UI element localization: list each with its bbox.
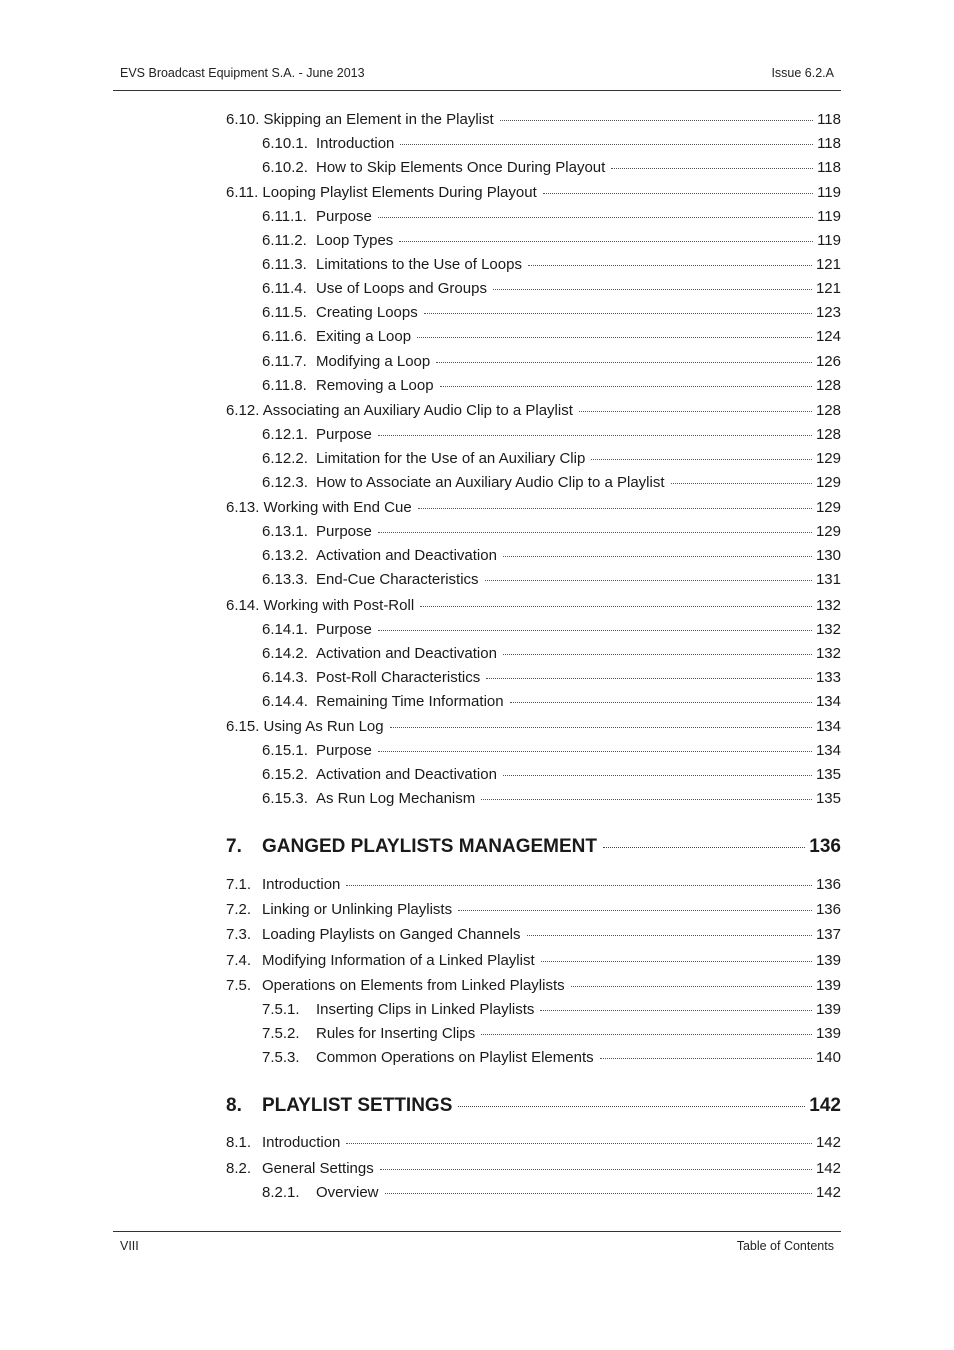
- toc-entry-title: Purpose: [316, 426, 372, 443]
- toc-entry-number: 7.2.: [226, 901, 252, 918]
- leader-dots: [527, 935, 812, 936]
- toc-chapter-title: PLAYLIST SETTINGS: [262, 1095, 453, 1116]
- toc-entry-title: Activation and Deactivation: [316, 645, 497, 662]
- toc-entry[interactable]: [262, 644, 841, 664]
- toc-entry-number: 7.5.2.: [262, 1025, 300, 1042]
- leader-dots: [543, 193, 813, 194]
- toc-entry-number: 6.13.3.: [262, 571, 308, 588]
- leader-dots: [600, 1058, 812, 1059]
- leader-dots: [510, 702, 812, 703]
- toc-entry[interactable]: [226, 875, 841, 895]
- toc-entry-page: 142: [815, 1184, 841, 1201]
- leader-dots: [571, 986, 812, 987]
- toc-entry-page: 136: [815, 901, 841, 918]
- toc-entry-title: Overview: [316, 1184, 379, 1201]
- toc-entry[interactable]: [226, 976, 841, 996]
- toc-entry-page: 132: [815, 621, 841, 638]
- toc-entry[interactable]: [226, 1133, 841, 1153]
- toc-entry[interactable]: [262, 570, 841, 590]
- toc-entry-number: 6.14.: [226, 597, 260, 614]
- footer-section: Table of Contents: [736, 1239, 834, 1253]
- toc-entry-title: Post-Roll Characteristics: [316, 669, 481, 686]
- leader-dots: [378, 435, 812, 436]
- leader-dots: [440, 386, 812, 387]
- toc-entry-number: 6.14.1.: [262, 621, 308, 638]
- toc-entry[interactable]: [262, 522, 841, 542]
- toc-entry-number: 6.15.1.: [262, 742, 308, 759]
- toc-entry-number: 6.11.1.: [262, 208, 307, 225]
- leader-dots: [591, 459, 812, 460]
- toc-entry-title: Use of Loops and Groups: [316, 280, 487, 297]
- toc-entry-number: 6.11.2.: [262, 232, 307, 249]
- toc-entry-number: 6.10.: [226, 111, 260, 128]
- toc-entry-title: Linking or Unlinking Playlists: [262, 901, 453, 918]
- toc-entry-page: 123: [815, 304, 841, 321]
- toc-entry-title: Creating Loops: [316, 304, 418, 321]
- toc-entry[interactable]: [226, 951, 841, 971]
- toc-entry-number: 6.13.1.: [262, 523, 308, 540]
- toc-entry[interactable]: [226, 717, 841, 737]
- toc-entry-page: 139: [815, 977, 841, 994]
- toc-entry[interactable]: [262, 449, 841, 469]
- toc-entry-title: 6.13. Working with End Cue: [226, 499, 412, 516]
- toc-entry-page: 137: [815, 926, 841, 943]
- toc-chapter-title: GANGED PLAYLISTS MANAGEMENT: [262, 836, 597, 857]
- toc-entry-title: Introduction: [316, 135, 395, 152]
- leader-dots: [424, 313, 812, 314]
- toc-entry-number: 6.11.8.: [262, 377, 307, 394]
- toc-entry-number: 6.13.: [226, 499, 260, 516]
- leader-dots: [503, 556, 812, 557]
- leader-dots: [417, 337, 812, 338]
- toc-entry-page: 118: [817, 135, 841, 152]
- toc-entry-title: Operations on Elements from Linked Playlists: [262, 977, 565, 994]
- toc-entry-page: 119: [817, 208, 841, 225]
- toc-entry-title: Modifying a Loop: [316, 353, 431, 370]
- leader-dots: [378, 532, 812, 533]
- toc-entry[interactable]: [262, 352, 841, 372]
- toc-entry-title: Common Operations on Playlist Elements: [316, 1049, 594, 1066]
- toc-entry-number: 7.5.3.: [262, 1049, 300, 1066]
- leader-dots: [528, 265, 812, 266]
- toc-entry-title: End-Cue Characteristics: [316, 571, 479, 588]
- toc-entry-page: 135: [815, 790, 841, 807]
- toc-entry-title: 6.10. Skipping an Element in the Playlist: [226, 111, 494, 128]
- toc-entry-number: 6.11.: [226, 184, 259, 201]
- toc-entry-page: 135: [815, 766, 841, 783]
- toc-chapter-number: 8.: [226, 1095, 242, 1116]
- toc-entry-title: Introduction: [262, 876, 341, 893]
- toc-entry-page: 129: [815, 474, 841, 491]
- toc-entry-number: 7.3.: [226, 926, 252, 943]
- toc-entry-title: Removing a Loop: [316, 377, 434, 394]
- leader-dots: [458, 1106, 805, 1107]
- toc-entry-title: Purpose: [316, 742, 372, 759]
- toc-entry[interactable]: [262, 765, 841, 785]
- toc-chapter-page: 142: [809, 1095, 841, 1116]
- toc-entry-page: 131: [815, 571, 841, 588]
- leader-dots: [503, 775, 812, 776]
- toc-entry-number: 6.15.3.: [262, 790, 308, 807]
- toc-entry-page: 139: [815, 952, 841, 969]
- toc-entry-page: 128: [815, 377, 841, 394]
- leader-dots: [671, 483, 812, 484]
- toc-entry-number: 6.14.3.: [262, 669, 308, 686]
- toc-entry-number: 6.10.1.: [262, 135, 308, 152]
- toc-entry[interactable]: [226, 498, 841, 518]
- toc-entry-page: 128: [815, 426, 841, 443]
- toc-chapter-number: 7.: [226, 836, 242, 857]
- toc-entry-page: 118: [817, 111, 841, 128]
- toc-entry-title: How to Associate an Auxiliary Audio Clip to a Playlist: [316, 474, 665, 491]
- toc-entry-page: 134: [815, 718, 841, 735]
- toc-entry-page: 132: [815, 597, 841, 614]
- toc-entry[interactable]: [262, 425, 841, 445]
- toc-entry-page: 140: [815, 1049, 841, 1066]
- leader-dots: [485, 580, 812, 581]
- toc-entry-title: As Run Log Mechanism: [316, 790, 476, 807]
- leader-dots: [493, 289, 812, 290]
- toc-entry-title: Limitation for the Use of an Auxiliary Clip: [316, 450, 586, 467]
- toc-entry-number: 6.12.2.: [262, 450, 308, 467]
- toc-entry-page: 121: [815, 256, 841, 273]
- leader-dots: [378, 217, 813, 218]
- toc-entry[interactable]: [226, 401, 841, 421]
- toc-entry-number: 6.12.: [226, 402, 260, 419]
- toc-entry[interactable]: [262, 1048, 841, 1068]
- toc-entry-title: Exiting a Loop: [316, 328, 412, 345]
- leader-dots: [540, 1010, 812, 1011]
- toc-entry-number: 7.1.: [226, 876, 252, 893]
- leader-dots: [346, 1143, 812, 1144]
- toc-entry-title: 6.11. Looping Playlist Elements During Playout: [226, 184, 537, 201]
- toc-entry-title: Activation and Deactivation: [316, 547, 497, 564]
- toc-entry[interactable]: [262, 1183, 841, 1203]
- toc-entry-number: 6.12.3.: [262, 474, 308, 491]
- leader-dots: [378, 751, 812, 752]
- toc-entry-page: 142: [815, 1160, 841, 1177]
- leader-dots: [346, 885, 812, 886]
- toc-entry-title: 6.12. Associating an Auxiliary Audio Clip to a Playlist: [226, 402, 573, 419]
- toc-entry-page: 133: [815, 669, 841, 686]
- toc-entry-page: 119: [817, 184, 841, 201]
- toc-entry-number: 6.14.4.: [262, 693, 308, 710]
- toc-entry[interactable]: [262, 473, 841, 493]
- toc-chapter-page: 136: [809, 836, 841, 857]
- page-footer: [113, 1231, 841, 1253]
- toc-entry-number: 7.4.: [226, 952, 252, 969]
- toc-entry-number: 6.11.4.: [262, 280, 307, 297]
- toc-entry-number: 8.1.: [226, 1134, 252, 1151]
- toc-entry-title: Purpose: [316, 621, 372, 638]
- toc-entry[interactable]: [262, 303, 841, 323]
- toc-entry-number: 6.10.2.: [262, 159, 308, 176]
- toc-entry-title: Inserting Clips in Linked Playlists: [316, 1001, 535, 1018]
- toc-entry-page: 129: [815, 523, 841, 540]
- toc-entry-page: 129: [815, 450, 841, 467]
- toc-entry[interactable]: [262, 207, 841, 227]
- leader-dots: [503, 654, 812, 655]
- toc-entry[interactable]: [262, 158, 841, 178]
- toc-entry-page: 124: [815, 328, 841, 345]
- toc-entry-title: Loop Types: [316, 232, 394, 249]
- toc-entry-page: 130: [815, 547, 841, 564]
- leader-dots: [603, 847, 805, 848]
- toc-entry-number: 6.11.6.: [262, 328, 307, 345]
- toc-entry-page: 128: [815, 402, 841, 419]
- toc-entry[interactable]: [262, 692, 841, 712]
- toc-entry-title: 6.14. Working with Post-Roll: [226, 597, 415, 614]
- toc-entry-title: Modifying Information of a Linked Playlist: [262, 952, 535, 969]
- toc-entry[interactable]: [262, 255, 841, 275]
- toc-entry[interactable]: [262, 789, 841, 809]
- toc-entry-page: 119: [817, 232, 841, 249]
- leader-dots: [400, 144, 813, 145]
- leader-dots: [611, 168, 813, 169]
- toc-entry-page: 134: [815, 742, 841, 759]
- toc-entry[interactable]: [262, 668, 841, 688]
- leader-dots: [500, 120, 813, 121]
- leader-dots: [385, 1193, 812, 1194]
- toc-entry[interactable]: [226, 1159, 841, 1179]
- toc-entry-title: Loading Playlists on Ganged Channels: [262, 926, 521, 943]
- toc-entry[interactable]: [262, 620, 841, 640]
- header-publisher: EVS Broadcast Equipment S.A. - June 2013: [120, 66, 365, 80]
- leader-dots: [390, 727, 812, 728]
- toc-entry[interactable]: [262, 134, 841, 154]
- toc-entry-number: 8.2.1.: [262, 1184, 300, 1201]
- header-issue: Issue 6.2.A: [771, 66, 834, 80]
- toc-entry-page: 136: [815, 876, 841, 893]
- toc-entry-title: Remaining Time Information: [316, 693, 504, 710]
- leader-dots: [481, 1034, 812, 1035]
- toc-entry-page: 142: [815, 1134, 841, 1151]
- toc-entry-number: 6.12.1.: [262, 426, 308, 443]
- toc-entry[interactable]: [226, 925, 841, 945]
- toc-entry-number: 7.5.: [226, 977, 252, 994]
- leader-dots: [418, 508, 812, 509]
- toc-entry-page: 126: [815, 353, 841, 370]
- toc-entry[interactable]: [226, 183, 841, 203]
- leader-dots: [399, 241, 813, 242]
- toc-entry-number: 8.2.: [226, 1160, 252, 1177]
- leader-dots: [380, 1169, 812, 1170]
- toc-entry-title: Activation and Deactivation: [316, 766, 497, 783]
- toc-entry-page: 129: [815, 499, 841, 516]
- toc-entry-page: 121: [815, 280, 841, 297]
- toc-entry-number: 6.14.2.: [262, 645, 308, 662]
- toc-entry[interactable]: [262, 231, 841, 251]
- toc-entry[interactable]: [262, 546, 841, 566]
- toc-chapter[interactable]: [226, 1095, 841, 1121]
- toc-entry-title: Purpose: [316, 523, 372, 540]
- toc-entry[interactable]: [262, 279, 841, 299]
- toc-entry-title: General Settings: [262, 1160, 374, 1177]
- toc-entry-title: How to Skip Elements Once During Playout: [316, 159, 606, 176]
- toc-entry-title: Purpose: [316, 208, 372, 225]
- toc-entry-page: 118: [817, 159, 841, 176]
- leader-dots: [579, 411, 812, 412]
- toc-entry[interactable]: [226, 900, 841, 920]
- toc-entry-title: Introduction: [262, 1134, 341, 1151]
- leader-dots: [481, 799, 812, 800]
- toc-entry[interactable]: [262, 741, 841, 761]
- toc-entry-page: 139: [815, 1025, 841, 1042]
- toc-entry-number: 6.15.2.: [262, 766, 308, 783]
- footer-page-number: VIII: [120, 1239, 139, 1253]
- toc-chapter[interactable]: [226, 836, 841, 862]
- toc-entry[interactable]: [262, 1024, 841, 1044]
- leader-dots: [436, 362, 812, 363]
- leader-dots: [378, 630, 812, 631]
- leader-dots: [420, 606, 812, 607]
- toc-entry-number: 6.15.: [226, 718, 260, 735]
- toc-entry[interactable]: [262, 1000, 841, 1020]
- toc-entry-number: 7.5.1.: [262, 1001, 300, 1018]
- toc-entry-page: 132: [815, 645, 841, 662]
- toc-entry[interactable]: [226, 596, 841, 616]
- toc-entry[interactable]: [262, 327, 841, 347]
- toc-entry-page: 139: [815, 1001, 841, 1018]
- toc-entry-title: Limitations to the Use of Loops: [316, 256, 522, 273]
- toc-entry-title: Rules for Inserting Clips: [316, 1025, 476, 1042]
- toc-entry[interactable]: [226, 110, 841, 130]
- toc-entry-number: 6.11.7.: [262, 353, 307, 370]
- toc-entry-number: 6.11.3.: [262, 256, 307, 273]
- leader-dots: [486, 678, 812, 679]
- toc-entry-page: 134: [815, 693, 841, 710]
- leader-dots: [458, 910, 812, 911]
- toc-entry[interactable]: [262, 376, 841, 396]
- toc-entry-title: 6.15. Using As Run Log: [226, 718, 384, 735]
- toc-entry-number: 6.13.2.: [262, 547, 308, 564]
- toc-entry-number: 6.11.5.: [262, 304, 307, 321]
- leader-dots: [541, 961, 812, 962]
